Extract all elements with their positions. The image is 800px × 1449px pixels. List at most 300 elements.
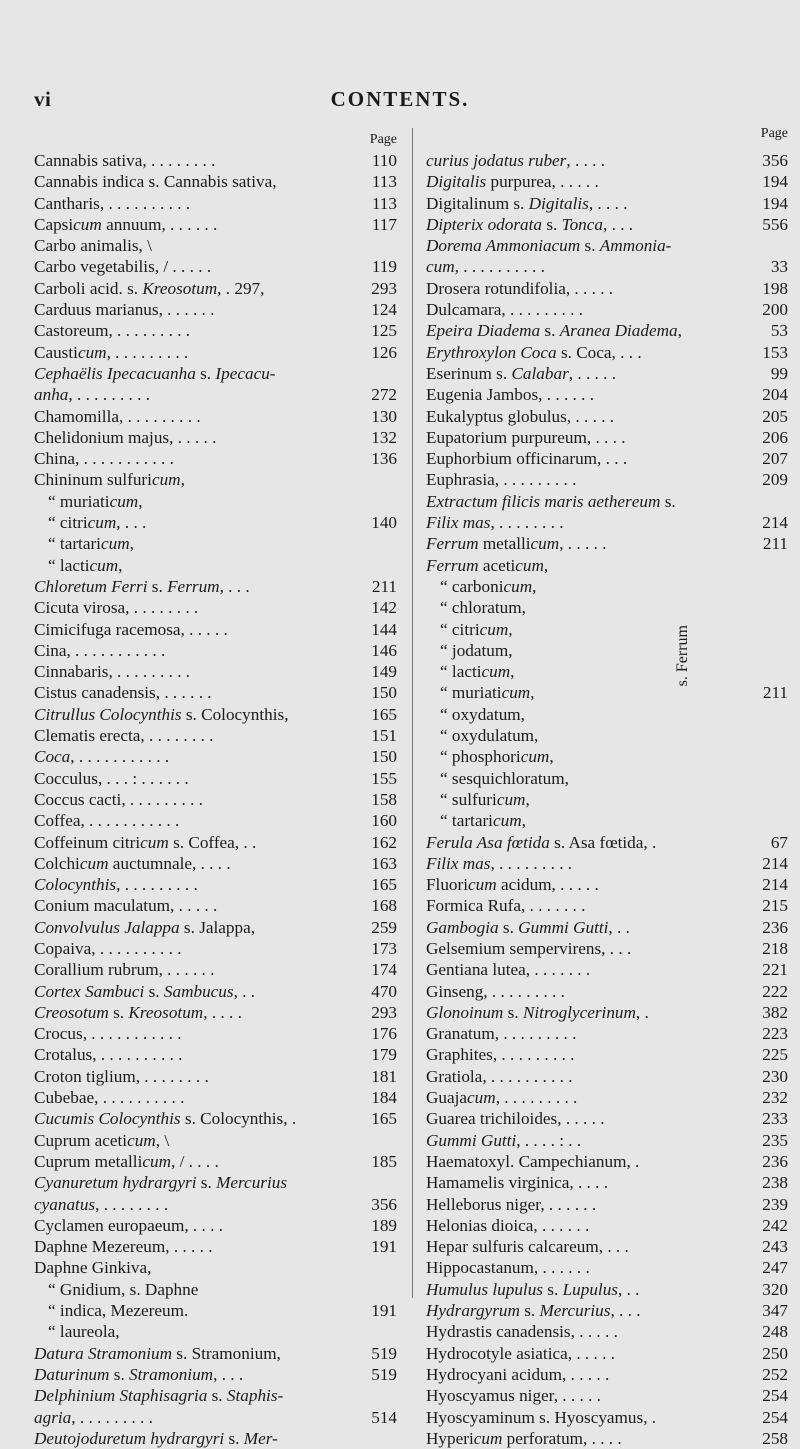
entry-page: 254	[762, 1407, 788, 1427]
toc-entry	[426, 768, 788, 789]
toc-entry	[426, 1044, 788, 1065]
entry-page: 239	[762, 1194, 788, 1214]
entry-page: 356	[762, 151, 788, 170]
toc-entry	[34, 342, 397, 363]
entry-title: Hippocastanum, . . . . . .	[426, 1258, 590, 1278]
toc-entry	[426, 1236, 788, 1257]
entry-title: “ indica, Mezereum.	[48, 1301, 189, 1321]
entry-page: 176	[371, 1024, 397, 1044]
entry-page: 206	[762, 427, 788, 447]
toc-entry	[426, 320, 788, 341]
entry-page: 132	[371, 427, 397, 447]
toc-entry	[426, 256, 788, 277]
entry-title: Helonias dioica, . . . . . .	[426, 1215, 590, 1235]
entry-title: “ oxydatum,	[440, 704, 525, 724]
entry-title: Fluoricum acidum, . . . . .	[426, 875, 599, 895]
entry-title: Daphne Ginkiva,	[34, 1258, 152, 1278]
entry-title: Colchicum auctumnale, . . . .	[34, 853, 231, 873]
toc-entry	[34, 299, 397, 320]
entry-page: 184	[371, 1088, 397, 1108]
entry-page: 232	[762, 1088, 788, 1108]
toc-entry	[34, 789, 397, 810]
entry-title: Hyoscyamus niger, . . . . .	[426, 1386, 601, 1406]
entry-page: 146	[371, 640, 397, 660]
entry-title: Citrullus Colocynthis s. Colocynthis,	[34, 704, 289, 724]
entry-page: 205	[762, 406, 788, 426]
entry-title: Cannabis indica s. Cannabis sativa,	[34, 172, 277, 192]
entry-page: 158	[371, 789, 397, 809]
entry-title: Ferula Asa fœtida s. Asa fœtida, .	[426, 832, 657, 852]
entry-title: Gratiola, . . . . . . . . . .	[426, 1066, 573, 1086]
entry-title: Carbo animalis, \	[34, 236, 152, 256]
toc-entry	[426, 874, 788, 895]
toc-entry	[426, 1172, 788, 1193]
entry-page: 252	[762, 1364, 788, 1384]
toc-entry	[426, 1215, 788, 1236]
toc-entry	[426, 576, 788, 597]
entry-page: 99	[770, 363, 788, 383]
entry-page: 194	[762, 193, 788, 213]
entry-title: agria, . . . . . . . . .	[34, 1407, 153, 1427]
entry-page: 173	[371, 938, 397, 958]
entry-page: 67	[770, 832, 788, 852]
toc-entry	[34, 1087, 397, 1108]
entry-page: 155	[371, 768, 397, 788]
toc-entry	[426, 746, 788, 767]
entry-title: Hydrastis canadensis, . . . . .	[426, 1322, 618, 1342]
page-number: vi	[34, 87, 52, 111]
toc-entry	[426, 640, 788, 661]
entry-page: 162	[371, 832, 397, 852]
entry-title: Cocculus, . . . : . . . . . .	[34, 768, 189, 788]
toc-entry	[426, 1321, 788, 1342]
entry-title: Copaiva, . . . . . . . . . .	[34, 938, 182, 958]
toc-entry	[426, 448, 788, 469]
entry-title: Granatum, . . . . . . . . .	[426, 1024, 577, 1044]
toc-entry	[34, 1321, 397, 1342]
entry-title: Helleborus niger, . . . . . .	[426, 1194, 597, 1214]
entry-title: Coca, . . . . . . . . . . .	[34, 747, 170, 767]
toc-entry	[34, 597, 397, 618]
toc-entry	[34, 1066, 397, 1087]
toc-entry	[34, 640, 397, 661]
toc-entry	[34, 235, 397, 256]
toc-entry	[426, 1428, 788, 1449]
entry-title: anha, . . . . . . . . .	[34, 385, 151, 405]
toc-entry	[426, 150, 788, 171]
entry-title: Conium maculatum, . . . . .	[34, 896, 218, 916]
entry-title: Cinnabaris, . . . . . . . . .	[34, 662, 191, 682]
entry-page: 250	[762, 1343, 788, 1363]
toc-entry	[426, 895, 788, 916]
entry-title: “ sesquichloratum,	[440, 768, 569, 788]
entry-title: Dorema Ammoniacum s. Ammonia-	[426, 236, 672, 256]
entry-page: 211	[762, 534, 788, 554]
entry-title: Datura Stramonium s. Stramonium,	[34, 1343, 281, 1363]
entry-page: 242	[762, 1215, 788, 1235]
entry-page: 117	[371, 214, 397, 234]
entry-title: Ferrum aceticum,	[426, 555, 549, 575]
entry-page: 168	[371, 896, 397, 916]
entry-page: 222	[762, 981, 788, 1001]
toc-entry	[34, 1108, 397, 1129]
entry-page: 165	[371, 704, 397, 724]
toc-entry	[34, 533, 397, 554]
entry-title: Drosera rotundifolia, . . . . .	[426, 278, 614, 298]
entry-page: 140	[371, 513, 397, 533]
toc-entry	[426, 406, 788, 427]
entry-page: 347	[762, 1301, 788, 1321]
entry-page: 204	[762, 385, 788, 405]
toc-entry	[34, 1300, 397, 1321]
entry-page: 223	[762, 1024, 788, 1044]
entry-title: “ Gnidium, s. Daphne	[48, 1279, 199, 1299]
entry-page: 136	[371, 449, 397, 469]
toc-entry	[426, 853, 788, 874]
entry-title: Cina, . . . . . . . . . . .	[34, 640, 166, 660]
entry-title: “ citricum, . . .	[48, 513, 147, 533]
toc-entry	[34, 959, 397, 980]
entry-title: “ phosphoricum,	[440, 747, 554, 767]
entry-title: Delphinium Staphisagria s. Staphis-	[34, 1386, 284, 1406]
entry-title: Cistus canadensis, . . . . . .	[34, 683, 212, 703]
entry-title: Castoreum, . . . . . . . . .	[34, 321, 191, 341]
entry-page: 221	[762, 960, 788, 980]
entry-title: Cuprum aceticum, \	[34, 1130, 170, 1150]
toc-entry	[426, 512, 788, 533]
entry-page: 125	[371, 321, 397, 341]
entry-title: Digitalinum s. Digitalis, . . . .	[426, 193, 628, 213]
entry-title: Corallium rubrum, . . . . . .	[34, 960, 215, 980]
toc-entry	[426, 1343, 788, 1364]
toc-entry	[34, 682, 397, 703]
right-column	[426, 126, 788, 1449]
entry-title: “ muriaticum,	[48, 491, 143, 511]
entry-title: “ sulfuricum,	[440, 789, 530, 809]
entry-title: Hamamelis virginica, . . . .	[426, 1173, 609, 1193]
toc-entry	[34, 406, 397, 427]
entry-title: Extractum filicis maris aetherеum s.	[426, 491, 676, 511]
toc-entry	[426, 299, 788, 320]
toc-entry	[426, 682, 788, 703]
toc-entry	[34, 1044, 397, 1065]
entry-title: Chamomilla, . . . . . . . . .	[34, 406, 201, 426]
toc-entry	[34, 171, 397, 192]
entry-page: 356	[371, 1194, 397, 1214]
toc-entry	[426, 1407, 788, 1428]
entry-title: “ oxydulatum,	[440, 726, 539, 746]
toc-entry	[426, 342, 788, 363]
entry-title: Chelidonium majus, . . . . .	[34, 427, 217, 447]
entry-page: 198	[762, 278, 788, 298]
entry-title: cum, . . . . . . . . . .	[426, 257, 545, 277]
entry-title: Hypericum perforatum, . . . .	[426, 1428, 622, 1448]
entry-title: Cucumis Colocynthis s. Colocynthis, .	[34, 1109, 297, 1129]
entry-title: China, . . . . . . . . . . .	[34, 449, 174, 469]
left-entry-list	[34, 150, 397, 1449]
toc-entry	[34, 555, 397, 576]
toc-entry	[426, 1279, 788, 1300]
toc-entry	[426, 1066, 788, 1087]
entry-page: 382	[762, 1002, 788, 1022]
toc-entry	[34, 874, 397, 895]
toc-entry	[426, 278, 788, 299]
entry-page: 160	[371, 811, 397, 831]
toc-entry	[34, 491, 397, 512]
toc-entry	[426, 193, 788, 214]
entry-page: 144	[371, 619, 397, 639]
entry-page: 150	[371, 747, 397, 767]
entry-page: 211	[762, 683, 788, 703]
entry-page: 200	[762, 300, 788, 320]
toc-entry	[34, 469, 397, 490]
toc-entry	[34, 810, 397, 831]
entry-title: Crocus, . . . . . . . . . . .	[34, 1024, 182, 1044]
entry-title: Cyanuretum hydrargyri s. Mercurius	[34, 1173, 288, 1193]
toc-entry	[426, 1385, 788, 1406]
entry-page: 194	[762, 172, 788, 192]
entry-title: curius jodatus ruber, . . . .	[426, 151, 606, 170]
entry-page: 142	[371, 598, 397, 618]
entry-title: Carduus marianus, . . . . . .	[34, 300, 215, 320]
toc-entry	[34, 1215, 397, 1236]
toc-entry	[34, 661, 397, 682]
entry-page: 259	[371, 917, 397, 937]
toc-entry	[34, 1364, 397, 1385]
toc-entry	[34, 320, 397, 341]
toc-entry	[426, 1108, 788, 1129]
toc-entry	[34, 917, 397, 938]
toc-entry	[34, 1172, 397, 1193]
entry-title: Coffeinum citricum s. Coffea, . .	[34, 832, 257, 852]
entry-page: 214	[762, 513, 788, 533]
entry-title: Gelsemium sempervirens, . . .	[426, 938, 632, 958]
entry-page: 214	[762, 853, 788, 873]
entry-page: 124	[371, 300, 397, 320]
entry-page: 235	[762, 1130, 788, 1150]
entry-page: 130	[371, 406, 397, 426]
entry-title: Eupatorium purpureum, . . . .	[426, 427, 626, 447]
toc-entry	[426, 1257, 788, 1278]
entry-title: Cannabis sativa, . . . . . . . .	[34, 151, 216, 170]
entry-page: 165	[371, 875, 397, 895]
toc-entry	[34, 1385, 397, 1406]
toc-entry	[426, 533, 788, 554]
entry-title: Hyoscyaminum s. Hyoscyamus, .	[426, 1407, 657, 1427]
entry-title: Filix mas, . . . . . . . . .	[426, 853, 573, 873]
toc-entry	[426, 789, 788, 810]
entry-title: “ chloratum,	[440, 598, 526, 618]
entry-title: “ lacticum,	[48, 555, 123, 575]
toc-entry	[426, 725, 788, 746]
entry-page: 126	[371, 342, 397, 362]
toc-entry	[34, 278, 397, 299]
toc-entry	[426, 214, 788, 235]
toc-entry	[34, 1257, 397, 1278]
entry-title: Humulus lupulus s. Lupulus, . .	[426, 1279, 640, 1299]
entry-page: 293	[371, 1002, 397, 1022]
entry-page: 149	[371, 662, 397, 682]
toc-entry	[34, 193, 397, 214]
entry-page: 119	[371, 257, 397, 277]
toc-entry	[34, 1023, 397, 1044]
entry-title: Gentiana lutea, . . . . . . .	[426, 960, 591, 980]
toc-entry	[34, 725, 397, 746]
entry-page: 181	[371, 1066, 397, 1086]
entry-title: Clematis erecta, . . . . . . . .	[34, 726, 214, 746]
toc-entry	[426, 555, 788, 576]
entry-page: 247	[762, 1258, 788, 1278]
entry-title: Graphites, . . . . . . . . .	[426, 1045, 575, 1065]
entry-title: Eugenia Jambos, . . . . . .	[426, 385, 595, 405]
entry-title: “ tartaricum,	[48, 534, 134, 554]
entry-title: Cimicifuga racemosa, . . . . .	[34, 619, 228, 639]
right-entry-list	[426, 150, 788, 1449]
entry-title: Creosotum s. Kreosotum, . . . .	[34, 1002, 242, 1022]
entry-page: 470	[371, 981, 397, 1001]
entry-title: cyanatus, . . . . . . . .	[34, 1194, 169, 1214]
toc-entry	[426, 491, 788, 512]
entry-title: Cubebae, . . . . . . . . . .	[34, 1088, 185, 1108]
entry-page: 33	[770, 257, 788, 277]
entry-page: 153	[762, 342, 788, 362]
entry-title: Cuprum metallicum, / . . . .	[34, 1151, 219, 1171]
entry-title: Guajacum, . . . . . . . . .	[426, 1088, 578, 1108]
toc-entry	[426, 171, 788, 192]
toc-entry	[34, 384, 397, 405]
entry-title: “ tartaricum,	[440, 811, 526, 831]
entry-title: Cyclamen europaeum, . . . .	[34, 1215, 224, 1235]
toc-entry	[34, 1151, 397, 1172]
entry-page: 110	[371, 151, 397, 170]
entry-page: 293	[371, 278, 397, 298]
toc-entry	[426, 917, 788, 938]
entry-page: 236	[762, 1151, 788, 1171]
entry-title: Colocynthis, . . . . . . . . .	[34, 875, 198, 895]
toc-entry	[34, 981, 397, 1002]
entry-page: 218	[762, 938, 788, 958]
entry-title: Hydrocotyle asiatica, . . . . .	[426, 1343, 616, 1363]
entry-page: 151	[371, 726, 397, 746]
toc-entry	[34, 619, 397, 640]
entry-title: Cicuta virosa, . . . . . . . .	[34, 598, 199, 618]
entry-page: 179	[371, 1045, 397, 1065]
toc-entry	[426, 832, 788, 853]
entry-title: Crotalus, . . . . . . . . . .	[34, 1045, 183, 1065]
entry-page: 150	[371, 683, 397, 703]
toc-entry	[34, 1130, 397, 1151]
toc-entry	[426, 384, 788, 405]
entry-page: 243	[762, 1237, 788, 1257]
entry-page: 230	[762, 1066, 788, 1086]
entry-title: Erythroxylon Coca s. Coca, . . .	[426, 342, 642, 362]
toc-entry	[426, 981, 788, 1002]
entry-title: Carbo vegetabilis, / . . . . .	[34, 257, 212, 277]
entry-page: 207	[762, 449, 788, 469]
toc-entry	[426, 363, 788, 384]
entry-page: 53	[770, 321, 788, 341]
entry-title: Ferrum metallicum, . . . . .	[426, 534, 607, 554]
entry-title: Daturinum s. Stramonium, . . .	[34, 1364, 244, 1384]
entry-title: Eserinum s. Calabar, . . . . .	[426, 363, 617, 383]
entry-page: 556	[762, 214, 788, 234]
toc-entry	[34, 938, 397, 959]
entry-page: 191	[371, 1301, 397, 1321]
toc-entry	[426, 1023, 788, 1044]
toc-entry	[34, 150, 397, 171]
toc-entry	[426, 469, 788, 490]
toc-entry	[426, 938, 788, 959]
column-divider	[412, 128, 413, 1298]
toc-entry	[34, 256, 397, 277]
entry-title: Capsicum annuum, . . . . . .	[34, 214, 218, 234]
entry-page: 233	[762, 1109, 788, 1129]
entry-title: Coffea, . . . . . . . . . . .	[34, 811, 180, 831]
entry-title: Gambogia s. Gummi Gutti, . .	[426, 917, 630, 937]
toc-entry	[426, 704, 788, 725]
toc-entry	[34, 746, 397, 767]
entry-page: 254	[762, 1386, 788, 1406]
entry-title: Dulcamara, . . . . . . . . .	[426, 300, 584, 320]
toc-entry	[426, 1002, 788, 1023]
entry-page: 113	[371, 193, 397, 213]
page-column-label: Page	[369, 132, 397, 147]
toc-entry	[34, 1407, 397, 1428]
entry-page: 248	[762, 1322, 788, 1342]
entry-title: Ginseng, . . . . . . . . .	[426, 981, 565, 1001]
toc-entry	[34, 704, 397, 725]
entry-title: Croton tiglium, . . . . . . . .	[34, 1066, 209, 1086]
toc-entry	[426, 1194, 788, 1215]
entry-title: “ citricum,	[440, 619, 513, 639]
entry-title: Guarea trichiloides, . . . . .	[426, 1109, 605, 1129]
toc-entry	[34, 448, 397, 469]
entry-title: Eukalyptus globulus, . . . . .	[426, 406, 615, 426]
entry-title: Daphne Mezereum, . . . . .	[34, 1237, 213, 1257]
toc-entry	[34, 576, 397, 597]
entry-page: 238	[762, 1173, 788, 1193]
entry-page: 185	[371, 1151, 397, 1171]
entry-title: “ jodatum,	[440, 640, 513, 660]
toc-entry	[426, 1300, 788, 1321]
entry-page: 215	[762, 896, 788, 916]
entry-title: “ lacticum,	[440, 662, 515, 682]
entry-title: Glonoinum s. Nitroglycerinum, .	[426, 1002, 649, 1022]
entry-page: 519	[371, 1343, 397, 1363]
entry-title: Formica Rufa, . . . . . . .	[426, 896, 586, 916]
entry-title: “ muriaticum,	[440, 683, 535, 703]
toc-entry	[34, 512, 397, 533]
entry-page: 214	[762, 875, 788, 895]
toc-entry	[426, 1130, 788, 1151]
entry-title: Gummi Gutti, . . . . : . .	[426, 1130, 582, 1150]
toc-entry	[426, 427, 788, 448]
toc-entry	[34, 1236, 397, 1257]
toc-entry	[34, 832, 397, 853]
entry-title: Hydrargyrum s. Mercurius, . . .	[426, 1301, 641, 1321]
entry-title: Chininum sulfuricum,	[34, 470, 185, 490]
entry-title: Euphorbium officinarum, . . .	[426, 449, 628, 469]
entry-page: 189	[371, 1215, 397, 1235]
entry-title: Haematoxyl. Campechianum, .	[426, 1151, 640, 1171]
toc-entry	[34, 853, 397, 874]
toc-entry	[426, 619, 788, 640]
left-column	[34, 130, 397, 1449]
toc-entry	[426, 661, 788, 682]
entry-title: Hepar sulfuris calcareum, . . .	[426, 1237, 629, 1257]
toc-entry	[426, 1364, 788, 1385]
entry-title: Cephaëlis Ipecacuanha s. Ipecacu-	[34, 363, 276, 383]
